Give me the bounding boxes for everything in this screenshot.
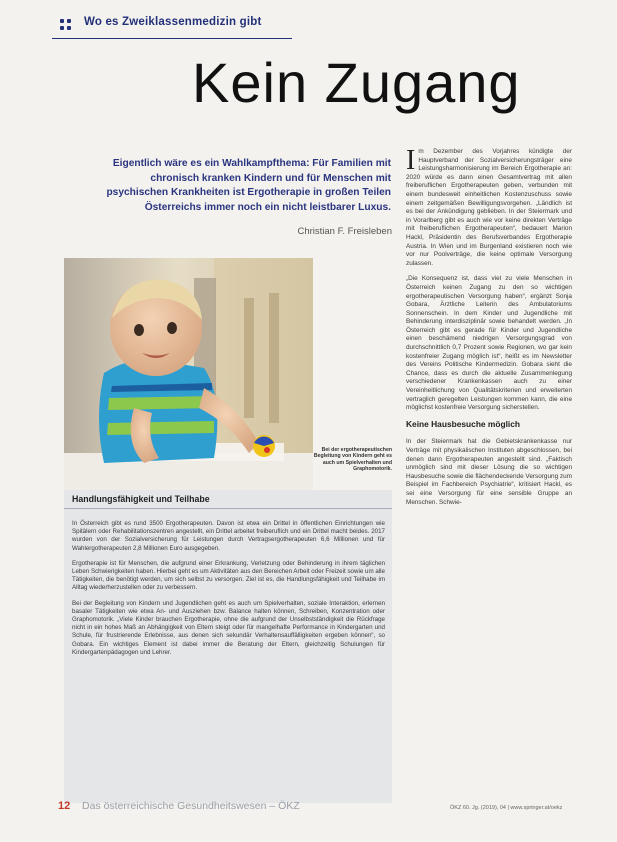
page-number: 12	[58, 800, 71, 812]
info-box-divider	[64, 508, 392, 509]
article-lead: Eigentlich wäre es ein Wahlkampfthema: Für Familien mit chronisch kranken Kindern und für Menschen mit psychischen Krankheiten ist Ergotherapie in großen Teilen Österreichs immer noch ein nicht leistbarer Luxus.	[106, 158, 391, 213]
publication-name: Das österreichische Gesundheitswesen – ÖKZ	[82, 800, 300, 812]
article-body-column	[406, 145, 572, 514]
article-subheading: Keine Hausbesuche möglich	[406, 418, 521, 429]
section-dots-icon	[60, 19, 72, 31]
child-photo	[64, 258, 313, 490]
info-box-paragraph: Ergotherapie ist für Menschen, die aufgrund einer Erkrankung, Verletzung oder Behinderung in ihrem täglichen Leben Schwierigkeiten haben. Hierbei geht es um Aktivitäten aus den Bereichen Arbeit oder Freizeit sowie um alle Tätigkeiten, die benötigt werden, um sich selbst zu versorgen. Ziel ist es, die Handlungsfähigkeit und Teilhabe im Alltag wiederherzustellen oder zu verbessern.	[72, 559, 385, 592]
article-paragraph: Im Dezember des Vorjahres kündigte der Hauptverband der Sozialversicherungsträger eine Leistungsharmonisierung im Bereich Ergotherapie an: 2020 würde es dann einen Gesamtvertrag mit allen freiberuflichen Ergotherapeuten geben, verbunden mit einem bundesweit einheitlichen Kostenzuschuss sowie einem zeitgemäßen Bewilligungsvorgehen. „Ländlich ist es bei der Ankündigung geblieben. In der Steiermark und in Vorarlberg gibt es auch wie vor keine direkten Verträge mit freiberuflichen Ergotherapeuten“, bedauert Marion Hackl, Präsidentin des Berufsverbandes Ergotherapie Austria. In Wien und im Burgenland existieren noch wie vor nur Poolverträge, die keine optimale Versorgung zulassen.	[406, 145, 572, 267]
article-author: Christian F. Freisleben	[297, 226, 392, 237]
issue-info: ÖKZ 60. Jg. (2019), 04 | www.springer.at/oekz	[450, 805, 563, 811]
section-label: Wo es Zweiklassenmedizin gibt	[84, 16, 262, 28]
info-box-heading: Handlungsfähigkeit und Teilhabe	[72, 494, 210, 504]
drop-cap: I	[406, 145, 416, 176]
info-box-body	[72, 520, 385, 664]
article-paragraph: In der Steiermark hat die Gebietskrankenkasse nur Verträge mit physikalischen Instituten abgeschlossen, bei denen dann Ergotherapeuten angestellt sind. „Faktisch unmöglich sind mit dieser Lösung die so wichtigen Hausbesuche sowie die flächendeckende Versorgung zum Beispiel im Fachbereich Psychiatrie“, kritisiert Hackl, es sei eine Versorgung für eine sensible Gruppe an Menschen. Schwie-	[406, 438, 572, 506]
article-paragraph: „Die Konsequenz ist, dass viel zu viele Menschen in Österreich keinen Zugang zu den so wichtigen ergotherapeutischen Versorgung haben“, ergänzt Sonja Gobara, Ärztliche Leiterin des Ambulatoriums Sonnenschein. In dem Kinder und Jugendliche mit Behinderung interdisziplinär sowie behandelt werden. „In Österreich gibt es gerade für Kinder und Jugendliche einen beschämend niedrigen Versorgungsgrad von durchschnittlich 0,7 Prozent sowie Regionen, wo gar kein kostenfreier Zugang möglich ist“, heißt es im Newsletter des Vereins Politische Kindermedizin. Gobara sieht die Chance, dass es durch die aktuelle Zusammenlegung verschiedener Krankenkassen auch zu einer Vereinheitlichung von Qualitätskriterien und erweiterten vertraglich geregelten Leistungen kommen kann, die eine möglichst kostenfreie Versorgung sicherstellen.	[406, 275, 572, 412]
child-playing-illustration	[64, 258, 313, 490]
info-box-paragraph: In Österreich gibt es rund 3500 Ergotherapeuten. Davon ist etwa ein Drittel in öffentlichen Einrichtungen wie Spitälern oder Rehabilitationszentren angestellt, ein Drittel arbeitet freiberuflich und ein Drittel macht beides. 2017 wurden von der Sozialversicherung für Leistungen durch Vertragsergotherapeuten 6,6 Millionen und für Wahlergotherapeuten 2,8 Millionen Euro ausgegeben.	[72, 520, 385, 552]
page-title: Kein Zugang	[192, 51, 521, 114]
photo-caption: Bei der ergotherapeutischen Begleitung von Kindern geht es auch um Spielverhalten und Graphomotorik.	[313, 447, 392, 473]
info-box-paragraph: Bei der Begleitung von Kindern und Jugendlichen geht es auch um Spielverhalten, soziale Interaktion, erlernen basaler Tätigkeiten wie etwa An- und Ausziehen bzw. Balance halten können, Schreiben, Konzentration oder Graphomotorik. „Viele Kinder brauchen Ergotherapie, ohne die aufgrund der Unselbstständigkeit die Rückfrage nicht in ein hohes Maß an Abhängigkeit von Eltern steigt oder für mangelhafte Performance in Kindergarten und Schule, für frustrierende Erlebnisse, aus denen sich sekundär Verhaltensauffälligkeiten ergeben können“, so Gobara. Ein wichtiges Element ist dabei immer die Beratung der Eltern, gleichzeitig Schulungen für Kindergartenpädagogen und Lehrer.	[72, 599, 385, 656]
